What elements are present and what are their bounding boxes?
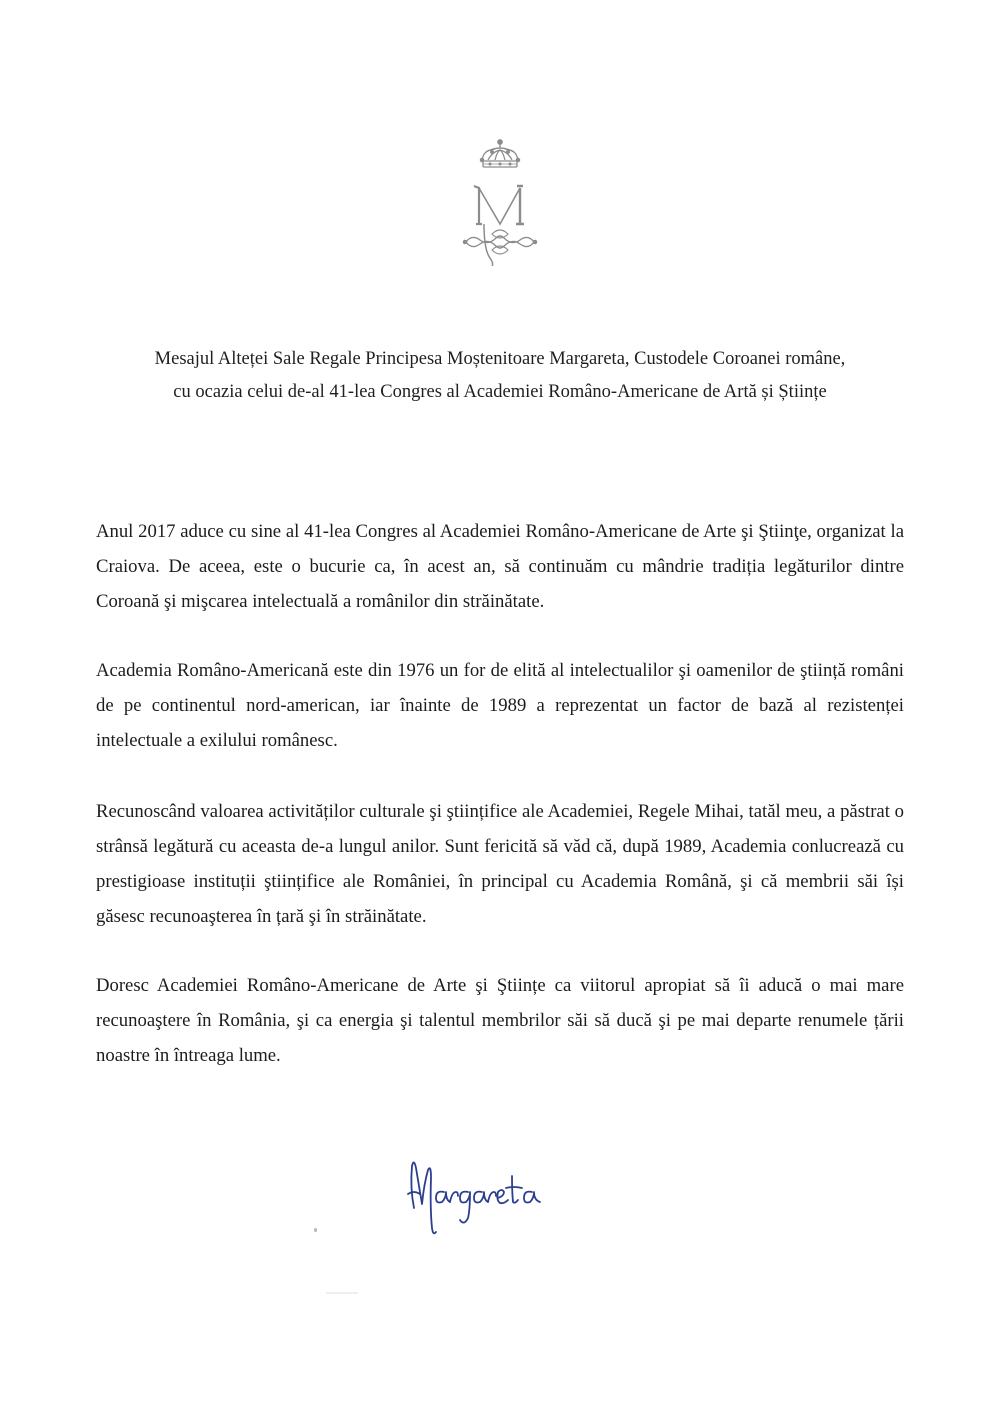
paper-smudge: [326, 1292, 358, 1294]
heading-line-1: Mesajul Alteței Sale Regale Principesa Moștenitoare Margareta, Custodele Coroanei române,: [154, 349, 846, 369]
paragraph-2: Academia Româno-Americană este din 1976 un for de elită al intelectualilor şi oamenilor de ştiință români de pe continentul nord-american, iar înainte de 1989 a reprezentat un factor de bază al rezistenței intelectuale a exilului românesc.: [96, 660, 904, 751]
paragraph-3: Recunoscând valoarea activităților culturale şi ştiințifice ale Academiei, Regele Mihai, tatăl meu, a păstrat o strânsă legătură cu aceasta de-a lungul anilor. Sunt fericită să văd că, după 1989, Academia conlucrează cu prestigioase instituții ştiințifice ale României, în principal cu Academia Română, şi că membrii săi își găsesc recunoaşterea în țară şi în străinătate.: [96, 801, 904, 927]
letter-body: [96, 514, 904, 1107]
handwritten-signature-icon: [400, 1148, 550, 1238]
ink-speck: [314, 1228, 317, 1232]
heading-line-2: cu ocazia celui de-al 41-lea Congres al Academiei Româno-Americane de Artă și Științe: [173, 382, 827, 402]
letter-heading: [60, 343, 940, 409]
paragraph-4: Doresc Academiei Româno-Americane de Arte şi Ştiințe ca viitorul apropiat să îi aducă o mai mare recunoaştere în România, şi ca energia şi talentul membrilor săi să ducă şi pe mai departe renumele țării noastre în întreaga lume.: [96, 975, 904, 1066]
paragraph-1: Anul 2017 aduce cu sine al 41-lea Congres al Academiei Româno-Americane de Arte şi Ştiinţe, organizat la Craiova. De aceea, este o bucurie ca, în acest an, să continuăm cu mândrie tradiția legăturilor dintre Coroană şi mişcarea intelectuală a românilor din străinătate.: [96, 521, 904, 612]
royal-crown-monogram-icon: [462, 138, 538, 266]
